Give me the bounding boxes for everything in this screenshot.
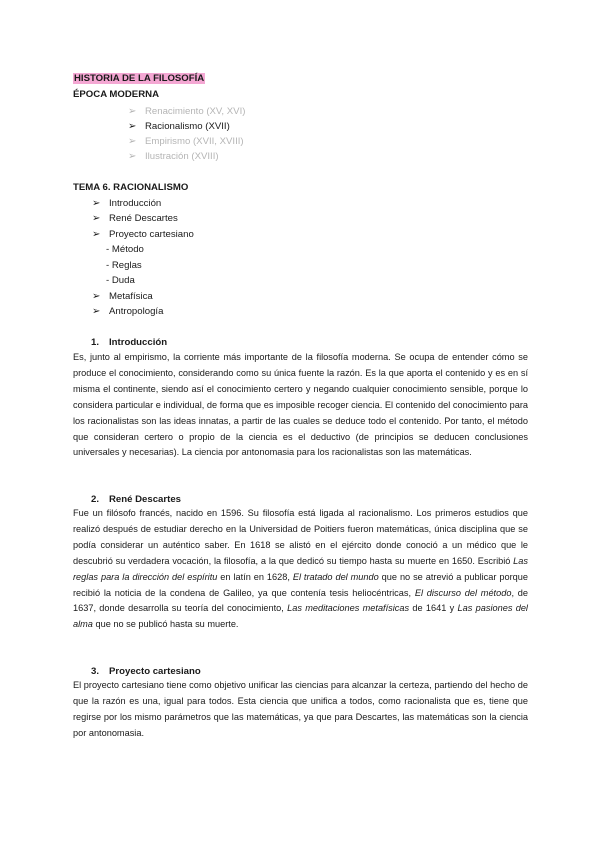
work-title: Las meditaciones metafísicas xyxy=(287,603,410,614)
topic-subitem: - Reglas xyxy=(106,260,142,271)
paragraph: Es, junto al empirismo, la corriente más importante de la filosofía moderna. Se ocupa de entender cómo se produce el conocimiento, considerando como su única fuente la razón. Es la que aporta el contenido y es en sí misma el continente, siendo así el conocimiento certero y negando cualquier conocimiento sensible, porque lo considera particular e individual, de forma que es imposible recoger ciencia. El contenido del conocimiento para los racionalistas son las ideas innatas, a partir de las cuales se deduce todo el contenido. Por tanto, el método que consideran certero o propio de la ciencia es el deductivo (de principios se deducen conclusiones universales y necesarias). La ciencia por antonomasia para los racionalistas son las matemáticas. xyxy=(73,352,528,458)
work-title: Las reglas para la dirección del espíritu xyxy=(73,555,528,582)
highlighted-title: HISTORIA DE LA FILOSOFÍA xyxy=(74,73,205,84)
document-subtitle: ÉPOCA MODERNA xyxy=(73,89,159,100)
arrow-bullet-icon: ➢ xyxy=(128,106,137,117)
epoch-racionalismo: Racionalismo (XVII) xyxy=(145,121,230,132)
topic-subitem: - Método xyxy=(106,244,144,255)
topic-item: Antropología xyxy=(109,306,164,317)
arrow-bullet-icon: ➢ xyxy=(128,151,137,162)
topic-item: Metafísica xyxy=(109,291,153,302)
epoch-empirismo: Empirismo (XVII, XVIII) xyxy=(145,136,244,147)
arrow-bullet-icon: ➢ xyxy=(92,198,101,209)
epoch-ilustracion: Ilustración (XVIII) xyxy=(145,151,219,162)
work-title: El discurso del método xyxy=(414,587,512,598)
text-run: , de 1637, donde desarrolla su teoría del conocimiento, xyxy=(73,587,528,614)
arrow-bullet-icon: ➢ xyxy=(92,229,101,240)
text-run: de 1641 y xyxy=(409,603,458,614)
section-heading-proyecto: Proyecto cartesiano xyxy=(109,666,201,677)
document-title xyxy=(73,73,205,85)
arrow-bullet-icon: ➢ xyxy=(128,136,137,147)
section-body-proyecto xyxy=(73,678,528,742)
text-run: que no se atrevió a publicar porque recibió la noticia de la condena de Galileo, ya que contenía tesis heliocéntricas, xyxy=(73,571,528,598)
topic-subitem: - Duda xyxy=(106,275,135,286)
work-title: Las pasiones del alma xyxy=(73,603,528,630)
topic-item: Introducción xyxy=(109,198,162,209)
paragraph: El proyecto cartesiano tiene como objetivo unificar las ciencias para alcanzar la certeza, partiendo del hecho de que la razón es una, igual para todos. Esta ciencia que unifica a todos, como racionalista que es, tiene que regirse por los mismo parámetros que las matemáticas, ya que para Descartes, las matemáticas son la ciencia por antonomasia. xyxy=(73,680,528,738)
text-run: en latín en 1628, xyxy=(217,571,293,582)
section-body-descartes xyxy=(73,506,528,633)
section-number: 2. xyxy=(91,494,100,505)
topic-item: Proyecto cartesiano xyxy=(109,229,194,240)
text-run: Fue un filósofo francés, nacido en 1596. Su filosofía está ligada al racionalismo. Los primeros estudios que realizó después de estudiar derecho en la Universidad de Poitiers fueron matemáticas, única disciplina que se podía considerar un auténtico saber. En 1618 se alistó en el ejército donde conoció a un médico que le descubrió su verdadera vocación, la filosofía, a la que dedicó su tiempo hasta su muerte en 1650. Escribió xyxy=(73,508,528,566)
arrow-bullet-icon: ➢ xyxy=(92,213,101,224)
epoch-renacimiento: Renacimiento (XV, XVI) xyxy=(145,106,246,117)
topic-item: René Descartes xyxy=(109,213,178,224)
section-heading-descartes: René Descartes xyxy=(109,494,181,505)
paragraph xyxy=(73,506,528,633)
arrow-bullet-icon: ➢ xyxy=(92,291,101,302)
work-title: El tratado del mundo xyxy=(292,571,379,582)
section-heading-introduccion: Introducción xyxy=(109,337,168,348)
arrow-bullet-icon: ➢ xyxy=(92,306,101,317)
section-number: 3. xyxy=(91,666,100,677)
section-body-introduccion xyxy=(73,350,528,461)
section-number: 1. xyxy=(91,337,100,348)
text-run: que no se publicó hasta su muerte. xyxy=(92,619,239,630)
topic-title: TEMA 6. RACIONALISMO xyxy=(73,182,189,193)
arrow-bullet-icon: ➢ xyxy=(128,121,137,132)
